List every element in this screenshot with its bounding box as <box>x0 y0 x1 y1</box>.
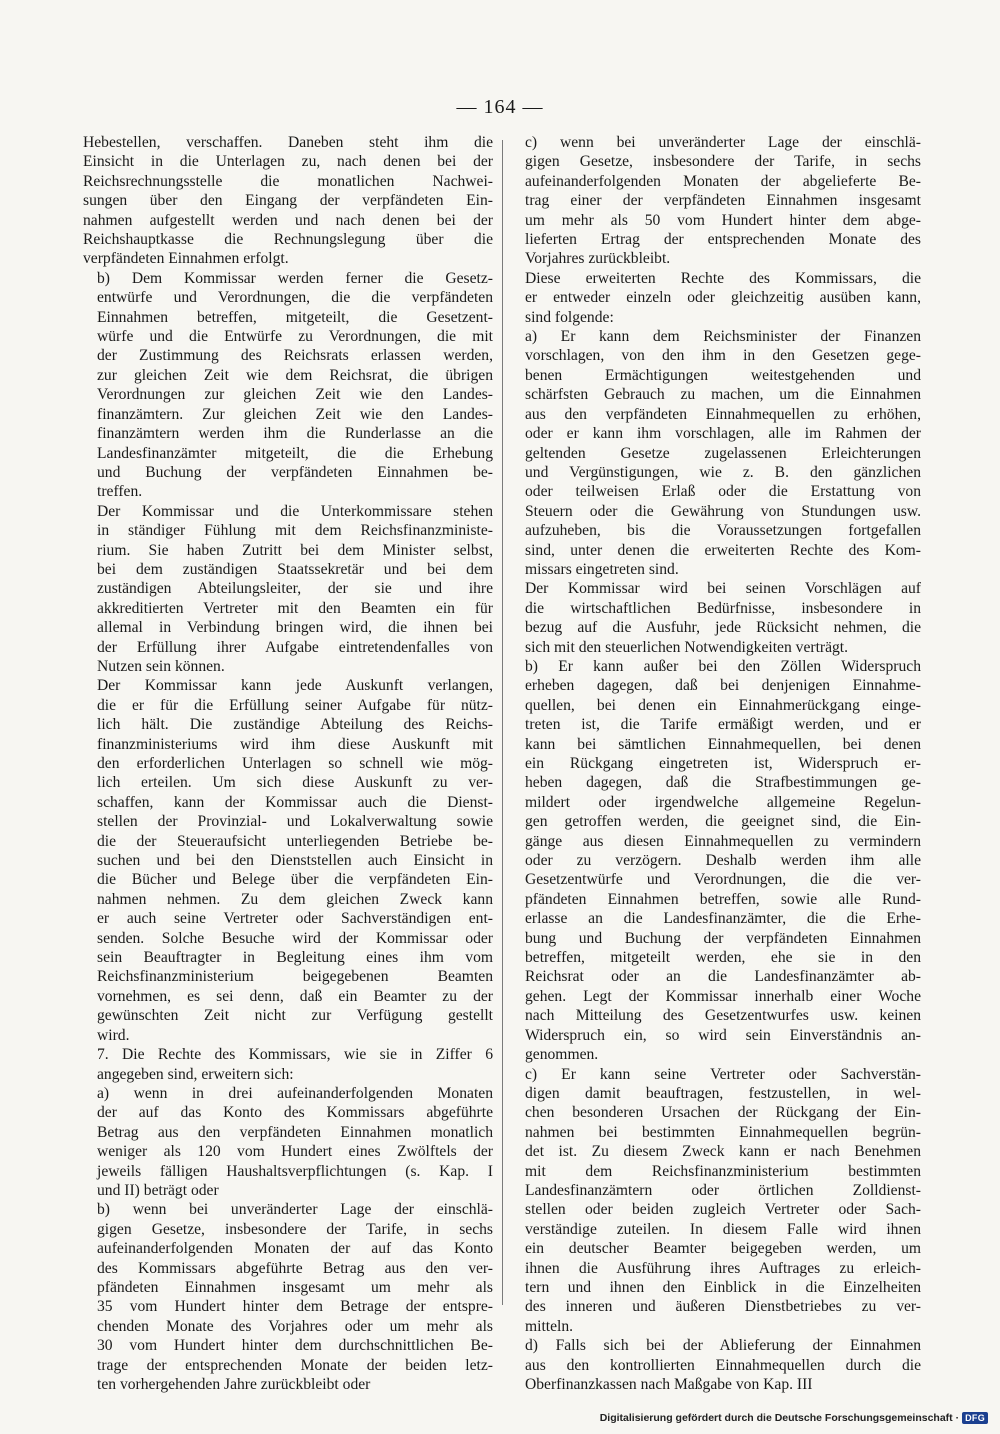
text-line: die Bücher und Belege über die verpfändeten Ein- <box>97 871 493 889</box>
text-line: die er für die Erfüllung seiner Aufgabe für nütz- <box>97 696 493 714</box>
text-line: c) wenn bei unveränderter Lage der einschlä- <box>525 134 921 151</box>
text-line: Widerspruch ein, so wird sein Einverständnis an- <box>525 1026 921 1044</box>
text-line: lich erteilen. Um sich diese Auskunft zu ver- <box>97 774 493 792</box>
paragraph <box>511 327 921 579</box>
text-line: oder er kann ihm vorschlagen, alle im Rahmen der <box>525 425 921 443</box>
paragraph <box>511 133 921 269</box>
text-line: lieferten Ertrag der entsprechenden Monate des <box>525 231 921 249</box>
text-line: Hebestellen, verschaffen. Daneben steht ihm die <box>83 134 493 151</box>
text-line: Reichsrat oder an die Landesfinanzämter ab- <box>525 968 921 986</box>
text-line: erheben dagegen, daß bei denjenigen Einnahme- <box>525 677 921 695</box>
text-line: sein Beauftragter in Begleitung eines ihm vom <box>97 949 493 967</box>
paragraph <box>83 676 493 1045</box>
text-line: Der Kommissar wird bei seinen Vorschlägen auf <box>525 580 921 598</box>
text-line: gänge aus diesen Einnahmequellen zu vermindern <box>525 832 921 850</box>
text-line: c) Er kann seine Vertreter oder Sachverstän- <box>525 1065 921 1083</box>
text-line: gen getroffen werden, die geeignet sind, die Ein- <box>525 813 921 831</box>
text-line: Reichsfinanzministerium beigegebenen Beamten <box>97 968 493 986</box>
text-line: in ständiger Fühlung mit dem Reichsfinanzministe- <box>97 522 493 540</box>
text-line: verpfändeten Einnahmen erfolgt. <box>83 250 289 268</box>
text-line: der Erfüllung ihrer Aufgabe eintretendenfalles von <box>97 638 493 656</box>
text-line: des inneren und äußeren Dienstbetriebes zu ver- <box>525 1298 921 1316</box>
text-line: chenden Monate des Vorjahres oder um mehr als <box>97 1317 493 1335</box>
text-line: würfe und die Entwürfe zu Verordnungen, die mit <box>97 328 493 346</box>
text-line: kann bei sämtlichen Einnahmequellen, bei denen <box>525 735 921 753</box>
text-line: oder teilweisen Erlaß oder die Erstattung von <box>525 483 921 501</box>
paragraph <box>511 269 921 327</box>
text-line: wird. <box>97 1026 130 1044</box>
text-line: rium. Sie haben Zutritt bei dem Minister selbst, <box>97 541 493 559</box>
text-line: aufeinanderfolgenden Monaten der auf das Konto <box>97 1240 493 1258</box>
text-line: gewünschten Zeit nicht zur Verfügung gestellt <box>97 1007 493 1025</box>
text-line: Diese erweiterten Rechte des Kommissars, die <box>525 269 921 287</box>
text-line: akkreditierten Vertreter mit den Beamten ein für <box>97 599 493 617</box>
text-line: mitteln. <box>525 1317 574 1335</box>
footer-text: Digitalisierung gefördert durch die Deutsche Forschungsgemeinschaft · <box>599 1412 960 1424</box>
text-line: Der Kommissar kann jede Auskunft verlangen, <box>97 677 493 695</box>
text-line: missars eingetreten sind. <box>525 560 679 578</box>
text-line: aufzuheben, bis die Voraussetzungen fortgefallen <box>525 522 921 540</box>
text-line: chen besonderen Ursachen der Rückgang der Ein- <box>525 1104 921 1122</box>
text-line: lich hält. Die zuständige Abteilung des Reichs- <box>97 716 493 734</box>
text-line: Landesfinanzämtern oder örtlichen Zolldienst- <box>525 1181 921 1199</box>
text-line: trag einer der verpfändeten Einnahmen insgesamt <box>525 192 921 210</box>
text-line: d) Falls sich bei der Ablieferung der Einnahmen <box>525 1337 921 1355</box>
text-line: geltenden Gesetze zugelassenen Erleichterungen <box>525 444 921 462</box>
paragraph <box>83 269 493 502</box>
text-line: nahmen aufgestellt werden und nach denen bei der <box>83 211 493 229</box>
text-line: a) Er kann dem Reichsminister der Finanzen <box>525 328 921 346</box>
text-line: quellen, bei denen ein Einnahmerückgang einge- <box>525 696 921 714</box>
text-line: mit dem Reichsfinanzministerium bestimmten <box>525 1162 921 1180</box>
text-line: Einnahmen betreffen, mitgeteilt, die Gesetzent- <box>97 308 493 326</box>
text-line: verständige zuteilen. In diesem Falle wird ihnen <box>525 1220 921 1238</box>
text-line: aus den verpfändeten Einnahmequellen zu erhöhen, <box>525 405 921 423</box>
text-line: det ist. Zu diesem Zweck kann er nach Benehmen <box>525 1143 921 1161</box>
text-line: stellen oder beiden zugleich Vertreter oder Sach- <box>525 1201 921 1219</box>
text-line: b) Er kann außer bei den Zöllen Widerspruch <box>525 657 921 675</box>
text-line: zuständigen Abteilungsleiter, der sie und ihre <box>97 580 493 598</box>
text-line: Reichshauptkasse die Rechnungslegung über die <box>83 231 493 249</box>
text-line: Reichsrechnungsstelle die monatlichen Nachwei- <box>83 172 493 190</box>
paragraph <box>511 579 921 657</box>
paragraph <box>83 133 493 269</box>
paragraph <box>511 1336 921 1394</box>
text-line: bung und Buchung der verpfändeten Einnahmen <box>525 929 921 947</box>
text-line: er auch seine Vertreter oder Sachverständigen ent- <box>97 910 493 928</box>
text-line: tern und ihnen den Einblick in die Einzelheiten <box>525 1278 921 1296</box>
text-line: 7. Die Rechte des Kommissars, wie sie in Ziffer 6 <box>97 1046 493 1064</box>
text-line: und Vergünstigungen, wie z. B. den gänzlichen <box>525 463 921 481</box>
text-line: angegeben sind, erweitern sich: <box>97 1065 294 1083</box>
right-column <box>511 133 921 1394</box>
text-line: erlasse an die Landesfinanzämter, die die Erhe- <box>525 910 921 928</box>
text-line: trage der entsprechenden Monate der beiden letz- <box>97 1356 493 1374</box>
text-line: senden. Solche Besuche wird der Kommissar oder <box>97 929 493 947</box>
paragraph <box>83 1045 493 1084</box>
text-line: 35 vom Hundert hinter dem Betrage der entspre- <box>97 1298 493 1316</box>
text-line: mildert oder irgendwelche allgemeine Regelun- <box>525 793 921 811</box>
text-line: nach Mitteilung des Gesetzentwurfes usw. keinen <box>525 1007 921 1025</box>
text-line: schaffen, kann der Kommissar auch die Dienst- <box>97 793 493 811</box>
text-line: um mehr als 50 vom Hundert hinter dem abge- <box>525 211 921 229</box>
text-line: ten vorhergehenden Jahre zurückbleibt oder <box>97 1376 371 1393</box>
text-line: aufeinanderfolgenden Monaten der abgelieferte Be- <box>525 172 921 190</box>
text-line: finanzämtern. Zur gleichen Zeit wie den Landes- <box>97 405 493 423</box>
text-line: Verordnungen zur gleichen Zeit wie den Landes- <box>97 386 493 404</box>
text-line: Gesetzentwürfe und Verordnungen, die die ver- <box>525 871 921 889</box>
text-line: der auf das Konto des Kommissars abgeführte <box>97 1104 493 1122</box>
column-divider <box>502 140 503 1305</box>
paragraph <box>83 1084 493 1200</box>
text-line: gigen Gesetze, insbesondere der Tarife, in sechs <box>97 1220 493 1238</box>
text-line: aus den kontrollierten Einnahmequellen durch die <box>525 1356 921 1374</box>
text-line: sungen über den Eingang der verpfändeten Ein- <box>83 192 493 210</box>
text-line: die der Steueraufsicht unterliegenden Betriebe be- <box>97 832 493 850</box>
text-line: nahmen bei bestimmten Einnahmequellen begrün- <box>525 1123 921 1141</box>
text-line: finanzämtern werden ihm die Runderlasse an die <box>97 425 493 443</box>
text-line: gigen Gesetze, insbesondere der Tarife, in sechs <box>525 153 921 171</box>
text-line: schärfsten Gebrauch zu machen, um die Einnahmen <box>525 386 921 404</box>
text-line: nahmen nehmen. Zu dem gleichen Zweck kann <box>97 890 493 908</box>
text-line: gehen. Legt der Kommissar innerhalb einer Woche <box>525 987 921 1005</box>
text-line: Einsicht in die Unterlagen zu, nach denen bei der <box>83 153 493 171</box>
text-line: zur gleichen Zeit wie dem Reichsrat, die übrigen <box>97 366 493 384</box>
text-line: benen Ermächtigungen weitestgehenden und <box>525 366 921 384</box>
footer-credit <box>600 1412 988 1424</box>
text-line: digen damit beauftragen, festzustellen, in wel- <box>525 1084 921 1102</box>
text-line: Nutzen sein können. <box>97 657 225 675</box>
text-line: genommen. <box>525 1046 599 1064</box>
text-line: Steuern oder die Gewährung von Stundungen usw. <box>525 502 921 520</box>
text-line: entwürfe und Verordnungen, die die verpfändeten <box>97 289 493 307</box>
text-line: 30 vom Hundert hinter dem durchschnittlichen Be- <box>97 1337 493 1355</box>
text-line: stellen der Provinzial- und Lokalverwaltung sowie <box>97 813 493 831</box>
text-line: pfändeten Einnahmen betreffen, sowie alle Rund- <box>525 890 921 908</box>
text-line: a) wenn in drei aufeinanderfolgenden Monaten <box>97 1084 493 1102</box>
text-line: bezug auf die Ausfuhr, jede Rücksicht nehmen, die <box>525 619 921 637</box>
text-line: vornehmen, es sei denn, daß ein Beamter zu der <box>97 987 493 1005</box>
text-line: Der Kommissar und die Unterkommissare stehen <box>97 502 493 520</box>
left-column <box>83 133 493 1394</box>
text-line: den erforderlichen Unterlagen so schnell wie mög- <box>97 755 493 772</box>
text-line: ihnen die Ausführung ihres Auftrages zu erleich- <box>525 1259 921 1277</box>
paragraph <box>511 1065 921 1337</box>
text-line: sind folgende: <box>525 308 614 326</box>
paragraph <box>83 1200 493 1394</box>
text-line: weniger als 120 vom Hundert eines Zwölftels der <box>97 1143 493 1161</box>
text-line: Betrag aus den verpfändeten Einnahmen monatlich <box>97 1123 493 1141</box>
text-line: betreffen, mitgeteilt werden, ehe sie in den <box>525 949 921 967</box>
text-line: sind, unter denen die erweiterten Rechte des Kom- <box>525 541 921 559</box>
text-line: der Zustimmung des Reichsrats erlassen werden, <box>97 347 493 365</box>
paragraph <box>511 657 921 1065</box>
text-line: Landesfinanzämter mitgeteilt, die die Erhebung <box>97 444 493 462</box>
text-line: sich mit den steuerlichen Notwendigkeiten verträgt. <box>525 638 849 656</box>
text-line: und II) beträgt oder <box>97 1181 219 1199</box>
text-line: des Kommissars abgeführte Betrag aus den ver- <box>97 1259 493 1277</box>
text-line: b) wenn bei unveränderter Lage der einschlä- <box>97 1201 493 1219</box>
text-line: jeweils fälligen Haushaltsverpflichtungen (s. Kap. I <box>97 1162 493 1180</box>
text-line: bei dem zuständigen Staatssekretär und bei dem <box>97 560 493 578</box>
page-number: — 164 — <box>456 96 544 118</box>
text-line: vorschlagen, von den ihm in den Gesetzen gege- <box>525 347 921 365</box>
text-line: b) Dem Kommissar werden ferner die Gesetz- <box>97 269 493 287</box>
text-line: pfändeten Einnahmen insgesamt um mehr als <box>97 1278 493 1296</box>
text-line: und Buchung der verpfändeten Einnahmen be- <box>97 463 493 481</box>
text-line: er entweder einzeln oder gleichzeitig ausüben kann, <box>525 289 921 307</box>
text-line: suchen und bei den Dienststellen auch Einsicht in <box>97 852 493 870</box>
text-line: treten ist, die Tarife ermäßigt werden, und er <box>525 716 921 734</box>
text-line: ein Rückgang eingetreten ist, Widerspruch er- <box>525 755 921 772</box>
text-line: ein deutscher Beamter beigegeben werden, um <box>525 1240 921 1258</box>
paragraph <box>83 502 493 677</box>
text-line: oder zu verzögern. Deshalb werden ihm alle <box>525 852 921 870</box>
text-line: Oberfinanzkassen nach Maßgabe von Kap. III <box>525 1376 813 1393</box>
text-line: allemal in Verbindung bringen wird, die ihnen bei <box>97 619 493 637</box>
text-line: finanzministeriums wird ihm diese Auskunft mit <box>97 735 493 753</box>
text-line: heben dagegen, daß die Strafbestimmungen ge- <box>525 774 921 792</box>
dfg-logo: DFG <box>962 1412 988 1424</box>
text-line: Vorjahres zurückbleibt. <box>525 250 671 268</box>
text-line: die wirtschaftlichen Bedürfnisse, insbesondere in <box>525 599 921 617</box>
text-line: treffen. <box>97 483 143 501</box>
